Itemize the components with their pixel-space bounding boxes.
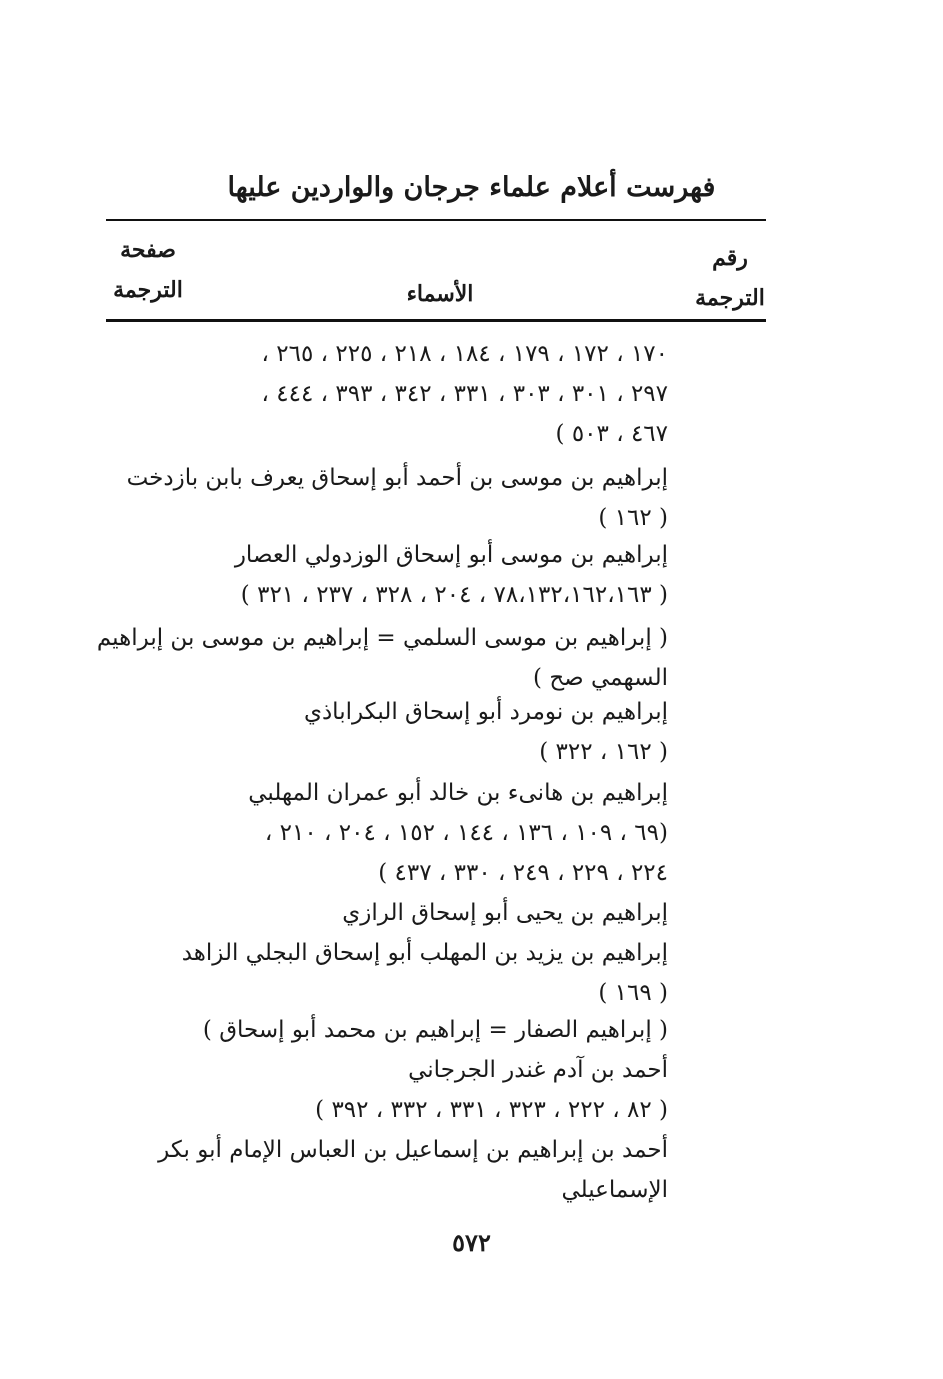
page-title: فهرست أعلام علماء جرجان والواردين عليها xyxy=(227,172,716,203)
page-number: ٥٧٢ xyxy=(452,1228,491,1257)
entry-text xyxy=(148,1050,668,1130)
entry-name: أحمد بن إبراهيم بن إسماعيل بن العباس الإمام أبو بكر xyxy=(158,1137,668,1163)
entry-text xyxy=(148,773,668,893)
entry-line: ( إبراهيم بن موسى السلمي = إبراهيم بن موسى بن إبراهيم xyxy=(96,625,668,651)
entry-references: ( ٧٨،١٣٢،١٦٢،١٦٣ ، ٢٠٤ ، ٣٢٨ ، ٢٣٧ ، ٣٢١ ) xyxy=(240,582,668,608)
header-entry-number-line1: رقم xyxy=(712,245,748,271)
entry-line: السهمي صح ) xyxy=(533,665,668,691)
entry-line: ٢٩٧ ، ٣٠١ ، ٣٠٣ ، ٣٣١ ، ٣٤٢ ، ٣٩٣ ، ٤٤٤ ، xyxy=(261,381,668,407)
header-entry-number xyxy=(682,238,778,318)
entry-name: أحمد بن آدم غندر الجرجاني xyxy=(408,1057,668,1083)
entry-text xyxy=(148,1010,668,1050)
entry-name: الإسماعيلي xyxy=(561,1177,668,1203)
entry-name: إبراهيم بن نومرد أبو إسحاق البكراباذي xyxy=(303,699,668,725)
header-names: الأسماء xyxy=(406,281,474,307)
entry-name: إبراهيم بن موسى أبو إسحاق الوزدولي العصار xyxy=(234,542,668,568)
entry-text xyxy=(148,535,668,615)
entry-references: ( ٨٢ ، ٢٢٢ ، ٣٢٣ ، ٣٣١ ، ٣٣٢ ، ٣٩٢ ) xyxy=(315,1097,668,1123)
entry-text xyxy=(148,1130,668,1210)
entry-references: (٦٩ ، ١٠٩ ، ١٣٦ ، ١٤٤ ، ١٥٢ ، ٢٠٤ ، ٢١٠ ، xyxy=(264,820,668,846)
entry-text xyxy=(148,692,668,772)
entry-references: ٢٢٤ ، ٢٢٩ ، ٢٤٩ ، ٣٣٠ ، ٤٣٧ ) xyxy=(378,860,668,886)
entry-text xyxy=(96,618,668,698)
header-page-line2: الترجمة xyxy=(113,277,183,303)
entry-line: ٤٦٧ ، ٥٠٣ ) xyxy=(555,421,668,447)
entry-references: ( ١٦٩ ) xyxy=(598,980,668,1006)
entry-text xyxy=(148,933,668,1013)
entry-name: إبراهيم بن هانىء بن خالد أبو عمران المهلبي xyxy=(248,780,668,806)
header-page-line1: صفحة xyxy=(120,237,176,263)
header-bottom-rule xyxy=(106,319,766,322)
entry-name: إبراهيم بن موسى بن أحمد أبو إسحاق يعرف بابن بازدخت xyxy=(126,465,668,491)
header-entry-number-line2: الترجمة xyxy=(695,285,765,311)
header-top-rule xyxy=(106,219,766,221)
entry-text xyxy=(148,334,668,454)
entry-text xyxy=(148,893,668,933)
entry-line: ١٧٠ ، ١٧٢ ، ١٧٩ ، ١٨٤ ، ٢١٨ ، ٢٢٥ ، ٢٦٥ ، xyxy=(261,341,668,367)
header-page xyxy=(100,230,196,310)
entry-name: إبراهيم بن يزيد بن المهلب أبو إسحاق البجلي الزاهد xyxy=(181,940,668,966)
entry-line: ( إبراهيم الصفار = إبراهيم بن محمد أبو إسحاق ) xyxy=(202,1017,668,1043)
entry-text xyxy=(126,458,668,538)
entry-name: إبراهيم بن يحيى أبو إسحاق الرازي xyxy=(342,900,668,926)
entry-references: ( ١٦٢ ) xyxy=(598,505,668,531)
entry-references: ( ١٦٢ ، ٣٢٢ ) xyxy=(539,739,668,765)
